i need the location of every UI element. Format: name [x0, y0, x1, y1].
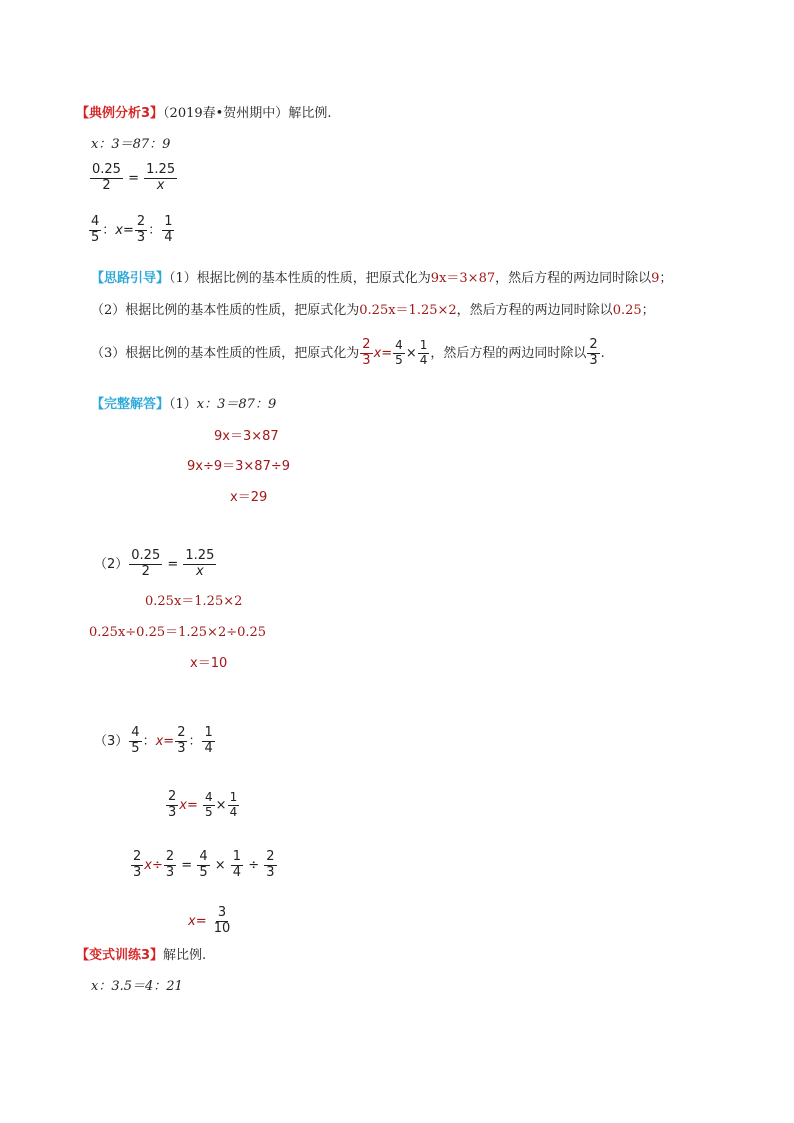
hint-2-end: ；: [641, 303, 655, 318]
hint-1-end: ；: [659, 271, 673, 286]
a3-d1: 5: [131, 740, 140, 756]
a3-n2: 2: [177, 725, 186, 740]
hint-2-div: 0.25: [612, 303, 642, 318]
a3l2-d1: 3: [168, 804, 177, 820]
h3-d2: 5: [395, 352, 403, 367]
h3-n2: 4: [395, 338, 403, 353]
a3l3-n1: 2: [133, 849, 142, 864]
practice-tag: 【变式训练3】: [76, 948, 164, 963]
a3-n3: 1: [204, 725, 213, 740]
p3-n3: 1: [164, 214, 173, 229]
p3-d3: 4: [164, 229, 173, 245]
hint-3-post: ，然后方程的两边同时除以: [430, 345, 587, 361]
hint-1-post: ，然后方程的两边同时除以: [495, 271, 652, 286]
a3l3-n5: 2: [266, 849, 275, 864]
hint-line-2: [91, 304, 655, 317]
p3-d2: 3: [136, 229, 146, 245]
answer-1-label: （1）: [169, 397, 197, 412]
a3l2-d3: 4: [229, 804, 238, 819]
a3l3-d4: 4: [232, 864, 242, 880]
answer-3-header: （3） $\frac{4}{5}$ ：x= $\frac{2}{3}$ ： $\frac{1}{4}$: [94, 725, 213, 756]
answer-3-l4: x= $\frac{3}{10}$: [188, 905, 231, 936]
example-header: [76, 107, 331, 120]
hint-1-div: 9: [651, 271, 660, 286]
h3-d3: 4: [419, 352, 428, 367]
a3l3-n2: 2: [165, 849, 175, 864]
h3-n1: 2: [362, 337, 371, 352]
h3-d1: 3: [362, 352, 371, 368]
h3-d4: 3: [589, 352, 598, 368]
a3-d3: 4: [204, 740, 213, 756]
a3-n1: 4: [131, 725, 140, 740]
a3-d2: 3: [177, 740, 186, 756]
answer-2-l4: x＝10: [190, 656, 228, 671]
a3l4-d: 10: [213, 920, 231, 936]
h3-n3: 1: [419, 338, 428, 353]
hint-1-pre: （1）根据比例的基本性质的性质，把原式化为: [169, 271, 431, 286]
answer-3-l3: $\frac{2}{3}$ x÷ $\frac{2}{3}$ = $\frac{4}{5}$ × $\frac{1}{4}$ ÷ $\frac{2}{3}$: [133, 849, 275, 880]
hint-2-post: ，然后方程的两边同时除以: [456, 303, 613, 318]
answer-2-l2: 0.25x＝1.25×2: [145, 594, 243, 609]
p3-d1: 5: [91, 229, 100, 245]
a3l2-d2: 5: [205, 804, 213, 819]
problem-1: x：3＝87：9: [91, 137, 171, 152]
hint-2-pre: （2）根据比例的基本性质的性质，把原式化为: [91, 303, 360, 318]
hint-1-eq: 9x＝3×87: [430, 271, 496, 286]
answer-tag: 【完整解答】: [91, 397, 170, 412]
a3l2-n2: 4: [205, 790, 213, 805]
a3l4-n: 3: [217, 905, 227, 920]
practice-task: 解比例.: [163, 948, 207, 963]
problem-2: $\frac{0.25}{2}$ = $\frac{1.25}{x}$: [92, 162, 176, 193]
answer-2-header: （2） $\frac{0.25}{2}$ = $\frac{1.25}{x}$: [94, 548, 215, 579]
p2-num2: 1.25: [146, 162, 176, 177]
answer-line-1: [91, 398, 276, 411]
p2-den1: 2: [102, 177, 111, 193]
problem-3: $\frac{4}{5}$ ：x= $\frac{2}{3}$ ： $\frac{1}{4}$: [91, 214, 173, 245]
practice-header: [76, 949, 206, 962]
a3l2-n1: 2: [168, 789, 177, 804]
answer-1-l4: x＝29: [230, 490, 268, 505]
example-source: （2019春•贺州期中）: [163, 106, 289, 121]
a3l3-n4: 1: [232, 849, 242, 864]
answer-3-label: （3）: [94, 733, 129, 749]
p2-num1: 0.25: [92, 162, 121, 177]
answer-2-label: （2）: [94, 556, 129, 572]
a3l3-d1: 3: [133, 864, 142, 880]
hint-line-3: （3）根据比例的基本性质的性质，把原式化为 $\frac{2}{3}$ x= $\frac{4}{5}$ × $\frac{1}{4}$ ，然后方程的两边同时除以 $\frac{2}{3}$ .: [91, 337, 605, 368]
answer-1-l3: 9x÷9＝3×87÷9: [187, 459, 290, 474]
a2-d2: x: [196, 563, 204, 579]
hint-2-eq: 0.25x＝1.25×2: [359, 303, 457, 318]
example-task: 解比例.: [288, 106, 332, 121]
example-tag: 【典例分析3】: [76, 106, 164, 121]
a2-n2: 1.25: [185, 548, 215, 563]
a3l3-n3: 4: [199, 849, 208, 864]
a2-n1: 0.25: [131, 548, 161, 563]
a3l3-d2: 3: [165, 864, 175, 880]
h3-n4: 2: [589, 337, 598, 352]
a3l3-d5: 3: [266, 864, 275, 880]
a3l3-d3: 5: [199, 864, 208, 880]
p2-den2: x: [156, 177, 165, 193]
p3-n2: 2: [136, 214, 146, 229]
hint-3-end: .: [600, 345, 605, 361]
hint-3-pre: （3）根据比例的基本性质的性质，把原式化为: [91, 345, 360, 361]
answer-1-l2: 9x＝3×87: [214, 429, 279, 444]
a3l2-n3: 1: [229, 790, 238, 805]
hint-tag: 【思路引导】: [91, 271, 170, 286]
p3-n1: 4: [91, 214, 100, 229]
answer-3-l2: $\frac{2}{3}$ x= $\frac{4}{5}$ × $\frac{1}{4}$: [168, 789, 238, 820]
answer-1-l1: x：3＝87：9: [196, 397, 277, 412]
hint-line-1: [91, 272, 672, 285]
practice-problem-1: x：3.5＝4：21: [91, 979, 183, 994]
answer-2-l3: 0.25x÷0.25＝1.25×2÷0.25: [89, 625, 267, 640]
a2-d1: 2: [141, 563, 150, 579]
